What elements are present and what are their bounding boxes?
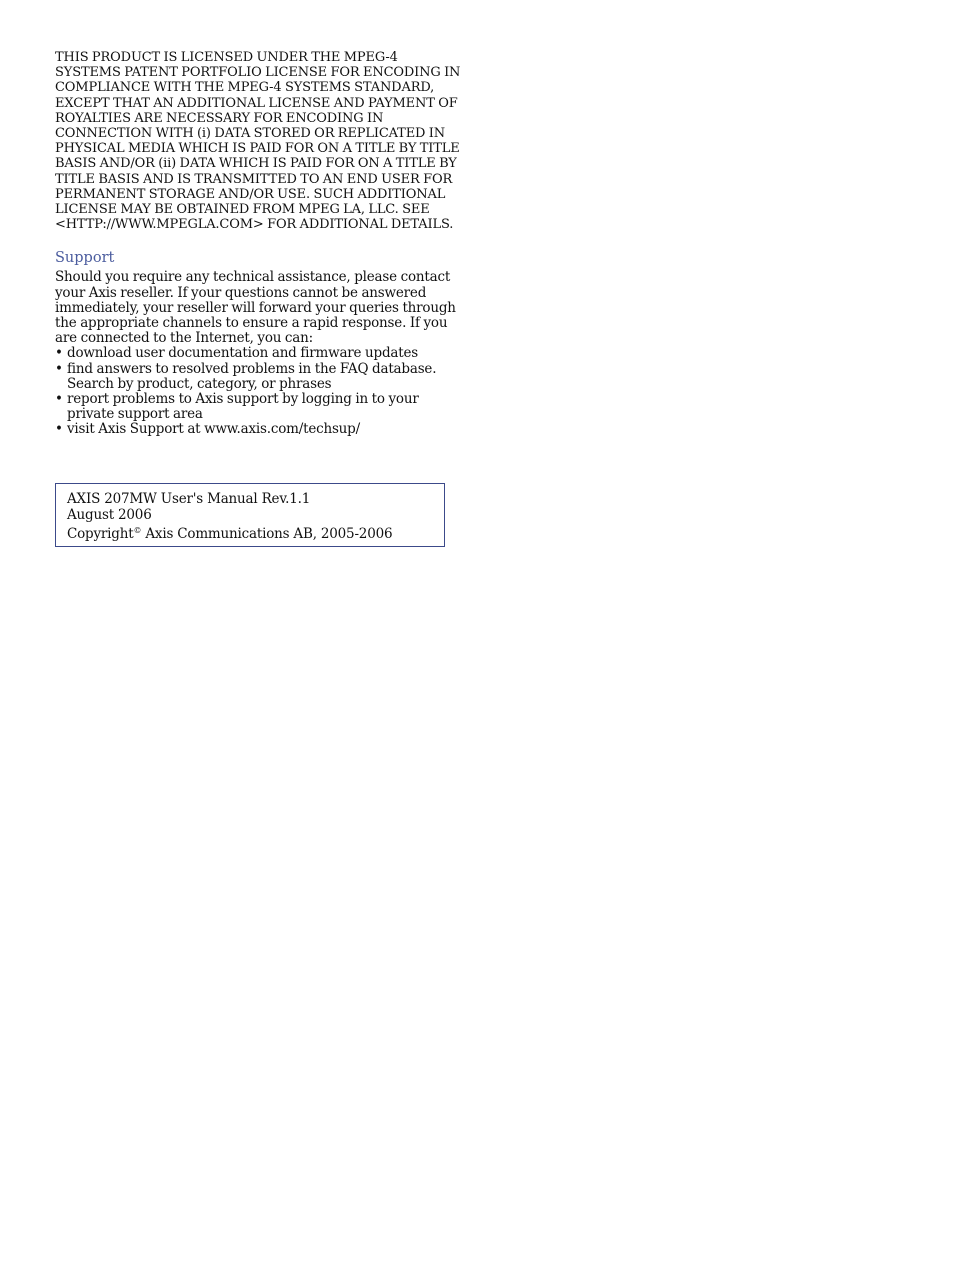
list-item-text: download user documentation and firmware updates bbox=[67, 345, 418, 362]
bullet-glyph: • bbox=[55, 345, 63, 362]
copyright-holder: Axis Communications AB, 2005-2006 bbox=[141, 526, 393, 542]
support-intro-paragraph: Should you require any technical assistance, please contact your Axis reseller. If your questions cannot be answered immediately, your reseller will forward your queries through the appropriate channels to ensure a rapid response. If you are connected to the Internet, you can: bbox=[55, 269, 456, 347]
manual-date: August 2006 bbox=[67, 506, 152, 523]
bullet-glyph: • bbox=[55, 421, 63, 438]
copyright-word: Copyright bbox=[67, 526, 134, 542]
copyright-symbol: © bbox=[133, 526, 142, 535]
list-item-text: report problems to Axis support by logging in to your private support area bbox=[67, 391, 419, 423]
support-heading: Support bbox=[55, 250, 115, 267]
list-item bbox=[55, 392, 465, 422]
list-item-text: visit Axis Support at www.axis.com/techsup/ bbox=[67, 421, 360, 438]
mpeg4-license-notice: THIS PRODUCT IS LICENSED UNDER THE MPEG-4 SYSTEMS PATENT PORTFOLIO LICENSE FOR ENCODING IN COMPLIANCE WITH THE MPEG-4 SYSTEMS STANDARD, EXCEPT THAT AN ADDITIONAL LICENSE AND PAYMENT OF ROYALTIES ARE NECESSARY FOR ENCODING IN CONNECTION WITH (i) DATA STORED OR REPLICATED IN PHYSICAL MEDIA WHICH IS PAID FOR ON A TITLE BY TITLE BASIS AND/OR (ii) DATA WHICH IS PAID FOR ON A TITLE BY TITLE BASIS AND IS TRANSMITTED TO AN END USER FOR PERMANENT STORAGE AND/OR USE. SUCH ADDITIONAL LICENSE MAY BE OBTAINED FROM MPEG LA, LLC. SEE <HTTP://WWW.MPEGLA.COM> FOR ADDITIONAL DETAILS. bbox=[55, 50, 461, 233]
list-item bbox=[55, 346, 465, 361]
bullet-glyph: • bbox=[55, 391, 63, 408]
list-item-text: find answers to resolved problems in the FAQ database. Search by product, category, or phrases bbox=[67, 360, 437, 392]
manual-info-box bbox=[55, 483, 445, 547]
manual-title: AXIS 207MW User's Manual Rev.1.1 bbox=[67, 491, 311, 507]
support-options-list bbox=[55, 346, 465, 437]
document-body bbox=[55, 50, 465, 438]
list-item bbox=[55, 362, 465, 392]
bullet-glyph: • bbox=[55, 360, 63, 377]
list-item bbox=[55, 422, 465, 437]
copyright-line bbox=[67, 523, 433, 543]
